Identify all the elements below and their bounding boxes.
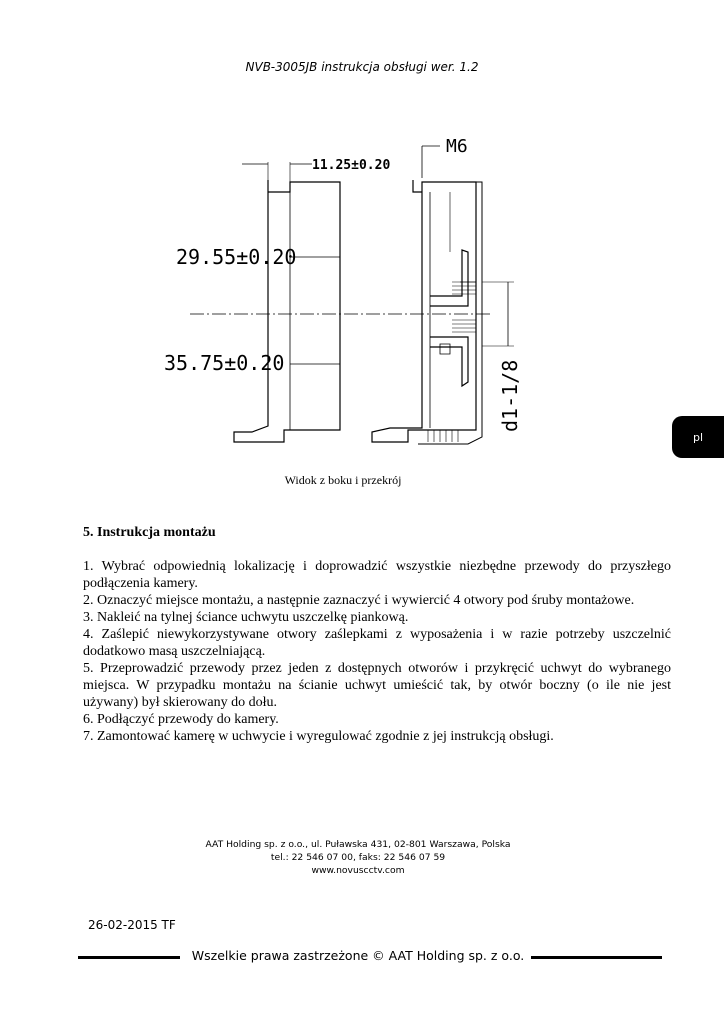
section-title: 5. Instrukcja montażu xyxy=(83,525,216,540)
step-4: 4. Zaślepić niewykorzystywane otwory zaślepkami z wyposażenia i w razie potrzeby uszczelnić dodatkowo masą uszczelniającą. xyxy=(83,627,671,659)
section-view-outline xyxy=(372,180,476,442)
language-tab-label: pl xyxy=(692,430,704,444)
dim-top-width: 11.25±0.20 xyxy=(312,158,391,173)
company-phone: tel.: 22 546 07 00, faks: 22 546 07 59 xyxy=(270,852,446,863)
page-header: NVB-3005JB instrukcja obsługi wer. 1.2 xyxy=(245,60,479,74)
document-date: 26-02-2015 TF xyxy=(88,918,176,932)
company-info xyxy=(0,838,716,877)
step-3: 3. Nakleić na tylnej ściance uchwytu uszczelkę piankową. xyxy=(83,610,409,625)
dim-upper: 29.55±0.20 xyxy=(176,245,297,269)
step-6: 6. Podłączyć przewody do kamery. xyxy=(83,712,279,727)
dim-side-thread: d1-1/8 xyxy=(498,359,522,432)
company-website: www.novuscctv.com xyxy=(311,865,405,876)
step-7: 7. Zamontować kamerę w uchwycie i wyregulować zgodnie z jej instrukcją obsługi. xyxy=(83,729,554,744)
figure-caption: Widok z boku i przekrój xyxy=(284,473,402,487)
side-view-outline xyxy=(234,180,340,442)
step-5: 5. Przeprowadzić przewody przez jeden z dostępnych otworów i przykręcić uchwyt do wybranego miejsca. W przypadku montażu na ścianie uchwyt umieścić tak, by otwór boczny (o ile nie jest używany) był skierowany do dołu. xyxy=(83,661,671,710)
footer-divider-right xyxy=(531,956,662,959)
company-address: AAT Holding sp. z o.o., ul. Puławska 431, 02-801 Warszawa, Polska xyxy=(205,839,511,850)
dim-thread-top: M6 xyxy=(446,136,468,157)
step-1: 1. Wybrać odpowiednią lokalizację i doprowadzić wszystkie niezbędne przewody do przyszłego podłączenia kamery. xyxy=(83,559,671,591)
footer-copyright: Wszelkie prawa zastrzeżone © AAT Holding sp. z o.o. xyxy=(191,948,525,963)
installation-steps xyxy=(83,558,671,745)
technical-drawing xyxy=(150,132,550,462)
dim-lower: 35.75±0.20 xyxy=(164,351,285,375)
step-2: 2. Oznaczyć miejsce montażu, a następnie zaznaczyć i wywiercić 4 otwory pod śruby montażowe. xyxy=(83,593,635,608)
language-tab xyxy=(672,416,724,458)
